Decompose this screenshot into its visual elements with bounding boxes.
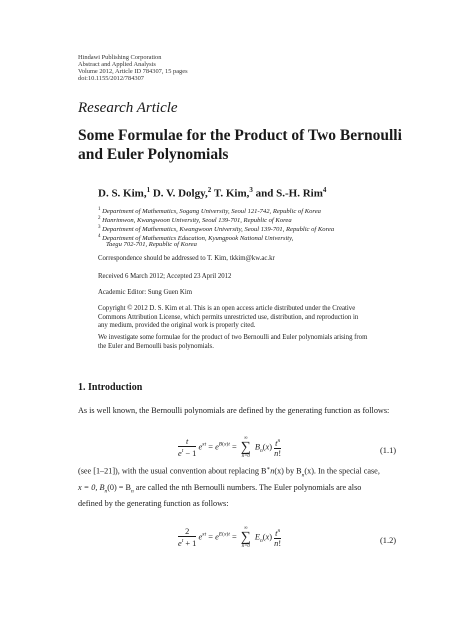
volume-info: Volume 2012, Article ID 784307, 15 pages (78, 68, 188, 75)
journal-name: Abstract and Applied Analysis (78, 61, 156, 68)
author-3-sup: 3 (249, 186, 253, 194)
academic-editor: Academic Editor: Sung Guen Kim (98, 289, 193, 296)
affiliation-4: $^4$ Department of Mathematics Education, Kyungpook National University, (98, 234, 294, 243)
intro-paragraph-1: As is well known, the Bernoulli polynomials are defined by the generating function as follows: (78, 406, 390, 415)
author-1: D. S. Kim, (98, 187, 147, 200)
title-line-2: and Euler Polynomials (78, 146, 229, 163)
title-line-1: Some Formulae for the Product of Two Bernoulli (78, 127, 402, 144)
author-4: and S.-H. Rim (255, 187, 323, 200)
equation-1-1-number: (1.1) (380, 446, 397, 455)
author-3: T. Kim, (213, 187, 250, 200)
equation-1-2-number: (1.2) (380, 536, 397, 545)
article-title (78, 126, 408, 164)
affiliation-3: $^3$ Department of Mathematics, Kwangwoon University, Seoul 139-701, Republic of Korea (98, 225, 335, 234)
affiliation-2: $^2$ Hanrimwon, Kwangwoon University, Seoul 139-701, Republic of Korea (98, 216, 292, 225)
affiliation-4-cont: Taegu 702-701, Republic of Korea (106, 241, 197, 248)
equation-1-2: $\frac{2}{e^t + 1}$ $e^{xt} = e^{E(x)t}$ = ∞ ∑ n=0 $E_n(x)$ $\frac{t^n}{n!}$ (178, 526, 282, 549)
abstract: We investigate some formulae for the product of two Bernoulli and Euler polynomials arising from the Euler and Bernoulli basis polynomials. (98, 334, 368, 350)
author-2-sup: 2 (207, 186, 212, 194)
received-date: Received 6 March 2012; Accepted 23 April 2012 (98, 273, 232, 280)
copyright: Copyright © 2012 D. S. Kim et al. This is an open access article distributed under the Creative Commons Attribution License, which permits unrestricted use, distribution, and reproduction in any medium, provided the original work is properly cited. (98, 305, 359, 329)
intro-paragraph-2: (see [1–21]), with the usual convention about replacing B∗n(x) by $B_n(x)$. In the special case, x = 0, $B_n(0) = B_n$ are called the nth Bernoulli numbers. The Euler polynomials are also defined by the generating function as follows: (78, 466, 380, 509)
correspondence: Correspondence should be addressed to T. Kim, tkkim@kw.ac.kr (98, 255, 275, 262)
author-list (98, 186, 326, 200)
section-heading: 1. Introduction (78, 382, 143, 393)
author-1-sup: 1 (146, 186, 151, 194)
affiliation-1: $^1$ Department of Mathematics, Sogang University, Seoul 121-742, Republic of Korea (98, 207, 321, 216)
doi: doi:10.1155/2012/784307 (78, 75, 144, 82)
equation-1-1: $\frac{t}{e^t - 1}$ $e^{xt} = e^{B(x)t}$ = ∞ ∑ n=0 $B_n(x)$ $\frac{t^n}{n!}$ (178, 436, 282, 459)
author-4-sup: 4 (322, 186, 327, 194)
author-2: D. V. Dolgy, (152, 187, 208, 200)
publisher: Hindawi Publishing Corporation (78, 54, 162, 61)
article-kind: Research Article (78, 100, 178, 116)
